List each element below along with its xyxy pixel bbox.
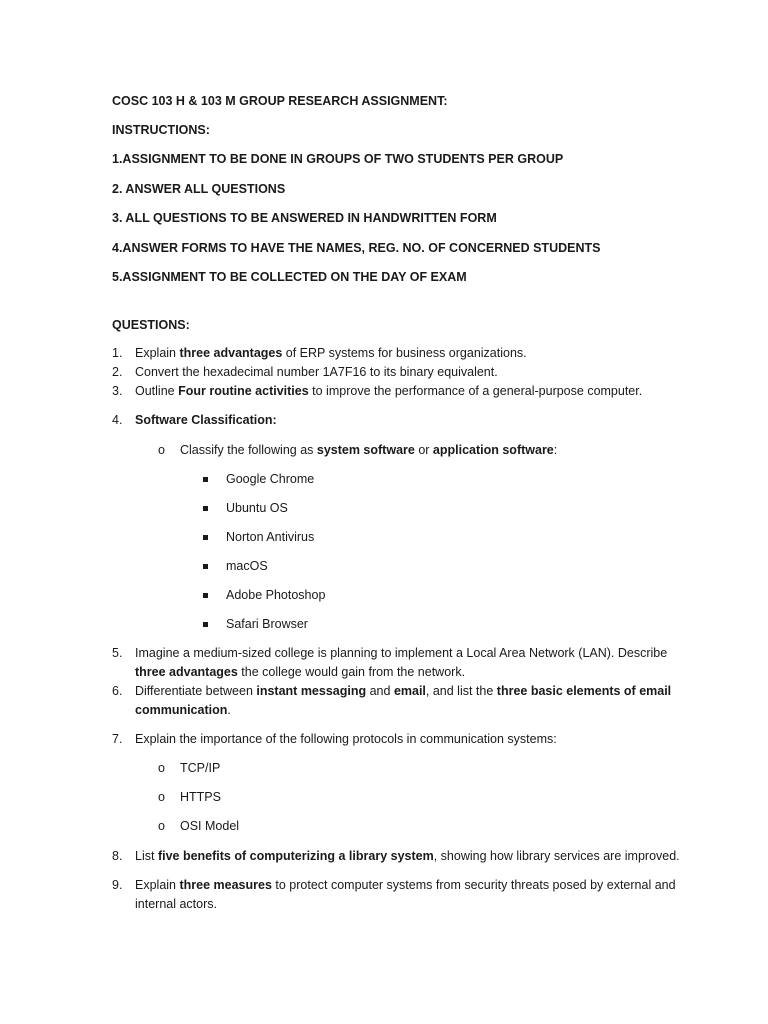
circle-bullet-icon: o: [158, 760, 165, 775]
question-number: 8.: [112, 848, 123, 863]
questions-heading: QUESTIONS:: [112, 317, 190, 332]
question-1: 1. Explain three advantages of ERP systems for business organizations.: [112, 344, 692, 363]
software-item: Adobe Photoshop: [112, 586, 692, 605]
software-item: macOS: [112, 557, 692, 576]
instruction-3: 3. ALL QUESTIONS TO BE ANSWERED IN HANDWRITTEN FORM: [112, 211, 497, 226]
protocol-item: o HTTPS: [112, 788, 692, 807]
circle-bullet-icon: o: [158, 818, 165, 833]
instruction-1: 1.ASSIGNMENT TO BE DONE IN GROUPS OF TWO STUDENTS PER GROUP: [112, 152, 564, 167]
instruction-5: 5.ASSIGNMENT TO BE COLLECTED ON THE DAY OF EXAM: [112, 269, 467, 284]
question-9: 9. Explain three measures to protect computer systems from security threats posed by external and internal actors.: [112, 877, 676, 911]
protocol-item: o TCP/IP: [112, 759, 692, 778]
circle-bullet-icon: o: [158, 789, 165, 804]
circle-bullet-icon: o: [158, 442, 165, 457]
question-number: 2.: [112, 364, 123, 379]
question-number: 4.: [112, 412, 123, 427]
question-number: 3.: [112, 383, 123, 398]
square-bullet-icon: [203, 564, 208, 569]
question-6: 6. Differentiate between instant messaging and email, and list the three basic elements of email communication.: [112, 683, 672, 717]
question-4: [112, 411, 692, 430]
square-bullet-icon: [203, 477, 208, 482]
square-bullet-icon: [203, 593, 208, 598]
software-item: Google Chrome: [112, 470, 692, 489]
question-4-subitem: o Classify the following as system software or application software:: [112, 441, 692, 460]
software-item: Norton Antivirus: [112, 528, 692, 547]
document-title: COSC 103 H & 103 M GROUP RESEARCH ASSIGNMENT:: [112, 94, 448, 108]
question-number: 5.: [112, 645, 123, 660]
square-bullet-icon: [203, 506, 208, 511]
question-5: 5. Imagine a medium-sized college is planning to implement a Local Area Network (LAN). Describe three advantages the college would gain from the network.: [112, 645, 668, 679]
question-number: 7.: [112, 731, 123, 746]
instruction-2: 2. ANSWER ALL QUESTIONS: [112, 181, 286, 196]
instruction-4: 4.ANSWER FORMS TO HAVE THE NAMES, REG. NO. OF CONCERNED STUDENTS: [112, 240, 601, 255]
question-number: 9.: [112, 877, 123, 892]
question-7: 7. Explain the importance of the following protocols in communication systems:: [112, 730, 692, 749]
software-item: Ubuntu OS: [112, 499, 692, 518]
instructions-heading: INSTRUCTIONS:: [112, 123, 210, 137]
document-page: [112, 92, 692, 914]
software-item: Safari Browser: [112, 615, 692, 634]
protocol-item: o OSI Model: [112, 817, 692, 836]
question-8: 8. List five benefits of computerizing a library system, showing how library services are improved.: [112, 847, 692, 866]
question-3: 3. Outline Four routine activities to improve the performance of a general-purpose computer.: [112, 382, 692, 401]
question-4-heading: Software Classification:: [135, 412, 277, 427]
square-bullet-icon: [203, 622, 208, 627]
question-2: 2. Convert the hexadecimal number 1A7F16 to its binary equivalent.: [112, 363, 692, 382]
question-number: 1.: [112, 345, 123, 360]
question-number: 6.: [112, 683, 123, 698]
square-bullet-icon: [203, 535, 208, 540]
